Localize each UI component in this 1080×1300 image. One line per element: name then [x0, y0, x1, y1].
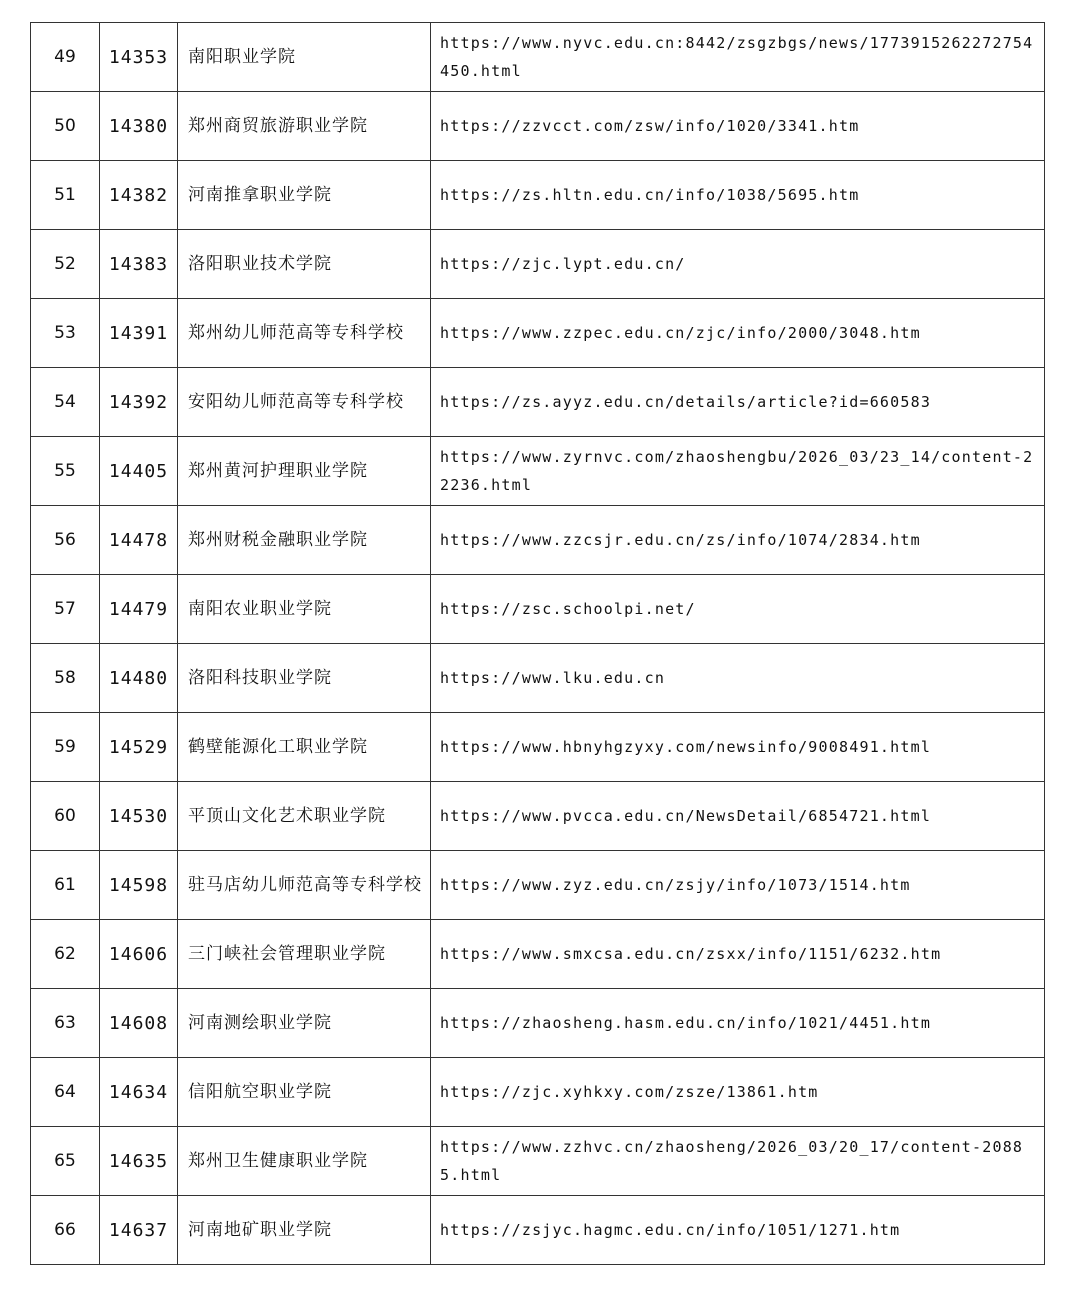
school-name-cell: 洛阳职业技术学院 [178, 230, 431, 299]
table-row [31, 230, 1045, 299]
row-index-cell: 55 [31, 437, 100, 506]
school-url-link[interactable]: https://www.zzcsjr.edu.cn/zs/info/1074/2834.htm [431, 506, 1045, 575]
row-index-cell: 63 [31, 989, 100, 1058]
school-name-cell: 河南测绘职业学院 [178, 989, 431, 1058]
row-index-cell: 52 [31, 230, 100, 299]
table-row [31, 1127, 1045, 1196]
school-name-cell: 郑州卫生健康职业学院 [178, 1127, 431, 1196]
school-url-link[interactable]: https://www.nyvc.edu.cn:8442/zsgzbgs/news/1773915262272754450.html [431, 23, 1045, 92]
school-name-cell: 驻马店幼儿师范高等专科学校 [178, 851, 431, 920]
school-name-cell: 南阳农业职业学院 [178, 575, 431, 644]
school-url-link[interactable]: https://www.hbnyhgzyxy.com/newsinfo/9008491.html [431, 713, 1045, 782]
school-url-link[interactable]: https://zs.hltn.edu.cn/info/1038/5695.htm [431, 161, 1045, 230]
school-code-cell: 14392 [100, 368, 178, 437]
table-body [31, 23, 1045, 1265]
table-row [31, 92, 1045, 161]
school-url-link[interactable]: https://www.smxcsa.edu.cn/zsxx/info/1151/6232.htm [431, 920, 1045, 989]
table-row [31, 920, 1045, 989]
school-url-link[interactable]: https://www.zyz.edu.cn/zsjy/info/1073/1514.htm [431, 851, 1045, 920]
school-url-link[interactable]: https://zsjyc.hagmc.edu.cn/info/1051/1271.htm [431, 1196, 1045, 1265]
school-name-cell: 郑州黄河护理职业学院 [178, 437, 431, 506]
school-name-cell: 洛阳科技职业学院 [178, 644, 431, 713]
row-index-cell: 57 [31, 575, 100, 644]
row-index-cell: 62 [31, 920, 100, 989]
school-code-cell: 14480 [100, 644, 178, 713]
table-row [31, 989, 1045, 1058]
row-index-cell: 64 [31, 1058, 100, 1127]
school-code-cell: 14606 [100, 920, 178, 989]
school-url-table [30, 22, 1045, 1265]
table-row [31, 23, 1045, 92]
school-url-link[interactable]: https://www.zzhvc.cn/zhaosheng/2026_03/20_17/content-20885.html [431, 1127, 1045, 1196]
row-index-cell: 59 [31, 713, 100, 782]
school-url-link[interactable]: https://www.pvcca.edu.cn/NewsDetail/6854721.html [431, 782, 1045, 851]
school-name-cell: 平顶山文化艺术职业学院 [178, 782, 431, 851]
school-code-cell: 14479 [100, 575, 178, 644]
row-index-cell: 58 [31, 644, 100, 713]
row-index-cell: 66 [31, 1196, 100, 1265]
school-url-link[interactable]: https://zjc.xyhkxy.com/zsze/13861.htm [431, 1058, 1045, 1127]
school-code-cell: 14382 [100, 161, 178, 230]
school-url-link[interactable]: https://zs.ayyz.edu.cn/details/article?id=660583 [431, 368, 1045, 437]
row-index-cell: 54 [31, 368, 100, 437]
school-code-cell: 14608 [100, 989, 178, 1058]
row-index-cell: 53 [31, 299, 100, 368]
school-code-cell: 14635 [100, 1127, 178, 1196]
school-name-cell: 河南地矿职业学院 [178, 1196, 431, 1265]
school-name-cell: 河南推拿职业学院 [178, 161, 431, 230]
table-row [31, 782, 1045, 851]
school-code-cell: 14383 [100, 230, 178, 299]
school-url-link[interactable]: https://www.lku.edu.cn [431, 644, 1045, 713]
school-name-cell: 郑州商贸旅游职业学院 [178, 92, 431, 161]
school-name-cell: 南阳职业学院 [178, 23, 431, 92]
school-name-cell: 郑州幼儿师范高等专科学校 [178, 299, 431, 368]
table-row [31, 1196, 1045, 1265]
school-code-cell: 14529 [100, 713, 178, 782]
school-url-link[interactable]: https://zzvcct.com/zsw/info/1020/3341.htm [431, 92, 1045, 161]
school-code-cell: 14634 [100, 1058, 178, 1127]
school-code-cell: 14405 [100, 437, 178, 506]
row-index-cell: 51 [31, 161, 100, 230]
school-name-cell: 鹤壁能源化工职业学院 [178, 713, 431, 782]
school-url-link[interactable]: https://www.zyrnvc.com/zhaoshengbu/2026_03/23_14/content-22236.html [431, 437, 1045, 506]
table-row [31, 437, 1045, 506]
school-code-cell: 14598 [100, 851, 178, 920]
table-row [31, 506, 1045, 575]
table-row [31, 368, 1045, 437]
row-index-cell: 50 [31, 92, 100, 161]
row-index-cell: 61 [31, 851, 100, 920]
school-code-cell: 14637 [100, 1196, 178, 1265]
school-name-cell: 郑州财税金融职业学院 [178, 506, 431, 575]
school-code-cell: 14391 [100, 299, 178, 368]
school-url-link[interactable]: https://www.zzpec.edu.cn/zjc/info/2000/3048.htm [431, 299, 1045, 368]
table-row [31, 713, 1045, 782]
table-row [31, 644, 1045, 713]
table-row [31, 161, 1045, 230]
school-code-cell: 14478 [100, 506, 178, 575]
school-url-link[interactable]: https://zjc.lypt.edu.cn/ [431, 230, 1045, 299]
table-row [31, 1058, 1045, 1127]
school-code-cell: 14380 [100, 92, 178, 161]
table-row [31, 299, 1045, 368]
row-index-cell: 56 [31, 506, 100, 575]
table-row [31, 575, 1045, 644]
school-code-cell: 14353 [100, 23, 178, 92]
school-url-link[interactable]: https://zsc.schoolpi.net/ [431, 575, 1045, 644]
row-index-cell: 60 [31, 782, 100, 851]
school-name-cell: 三门峡社会管理职业学院 [178, 920, 431, 989]
row-index-cell: 49 [31, 23, 100, 92]
school-name-cell: 安阳幼儿师范高等专科学校 [178, 368, 431, 437]
school-name-cell: 信阳航空职业学院 [178, 1058, 431, 1127]
table-row [31, 851, 1045, 920]
row-index-cell: 65 [31, 1127, 100, 1196]
school-code-cell: 14530 [100, 782, 178, 851]
school-url-link[interactable]: https://zhaosheng.hasm.edu.cn/info/1021/4451.htm [431, 989, 1045, 1058]
